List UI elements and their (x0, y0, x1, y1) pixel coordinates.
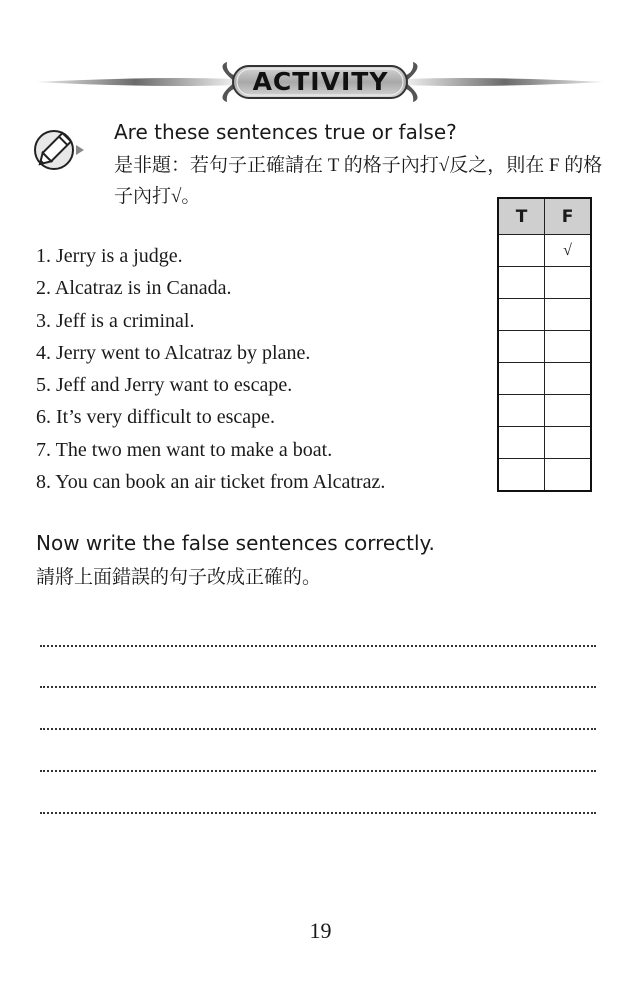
table-row (498, 363, 591, 395)
true-cell[interactable] (498, 299, 545, 331)
table-row (498, 235, 591, 267)
table-row (498, 459, 591, 492)
false-cell[interactable]: √ (545, 235, 592, 267)
table-row (498, 395, 591, 427)
true-cell[interactable] (498, 363, 545, 395)
table-row (498, 331, 591, 363)
table-row (498, 267, 591, 299)
false-cell[interactable] (545, 267, 592, 299)
writing-line[interactable] (40, 645, 596, 647)
correction-chinese: 請將上面錯誤的句子改成正確的。 (36, 567, 322, 588)
sentence-item: 3. Jeff is a criminal. (36, 309, 195, 332)
writing-line[interactable] (40, 686, 596, 688)
header-true: T (498, 198, 545, 235)
false-cell[interactable] (545, 299, 592, 331)
writing-line[interactable] (40, 770, 596, 772)
instruction-english: Are these sentences true or false? (114, 120, 457, 144)
false-cell[interactable] (545, 459, 592, 492)
table-row (498, 427, 591, 459)
true-cell[interactable] (498, 459, 545, 492)
sentence-item: 7. The two men want to make a boat. (36, 438, 333, 461)
page-number: 19 (309, 918, 332, 943)
sentence-item: 2. Alcatraz is in Canada. (36, 277, 232, 300)
instruction-chinese: 是非題：若句子正確請在 T 的格子內打√反之，則在 F 的格子內打√。 (114, 155, 603, 207)
true-false-table (497, 197, 592, 492)
true-cell[interactable] (498, 331, 545, 363)
sentence-item: 8. You can book an air ticket from Alcatraz. (36, 471, 386, 494)
false-cell[interactable] (545, 331, 592, 363)
sentence-item: 5. Jeff and Jerry want to escape. (36, 374, 293, 397)
writing-line[interactable] (40, 728, 596, 730)
false-cell[interactable] (545, 427, 592, 459)
true-cell[interactable] (498, 267, 545, 299)
sentence-list (36, 240, 385, 498)
sentence-item: 6. It’s very difficult to escape. (36, 406, 276, 429)
false-cell[interactable] (545, 363, 592, 395)
true-cell[interactable] (498, 235, 545, 267)
correction-english: Now write the false sentences correctly. (36, 531, 435, 555)
table-header-row (498, 198, 591, 235)
pencil-icon (32, 126, 90, 174)
sentence-item: 4. Jerry went to Alcatraz by plane. (36, 341, 311, 364)
header-false: F (545, 198, 592, 235)
false-cell[interactable] (545, 395, 592, 427)
writing-line[interactable] (40, 812, 596, 814)
activity-title: ACTIVITY (252, 67, 389, 96)
table-row (498, 299, 591, 331)
sentence-item: 1. Jerry is a judge. (36, 245, 183, 267)
true-cell[interactable] (498, 427, 545, 459)
true-cell[interactable] (498, 395, 545, 427)
